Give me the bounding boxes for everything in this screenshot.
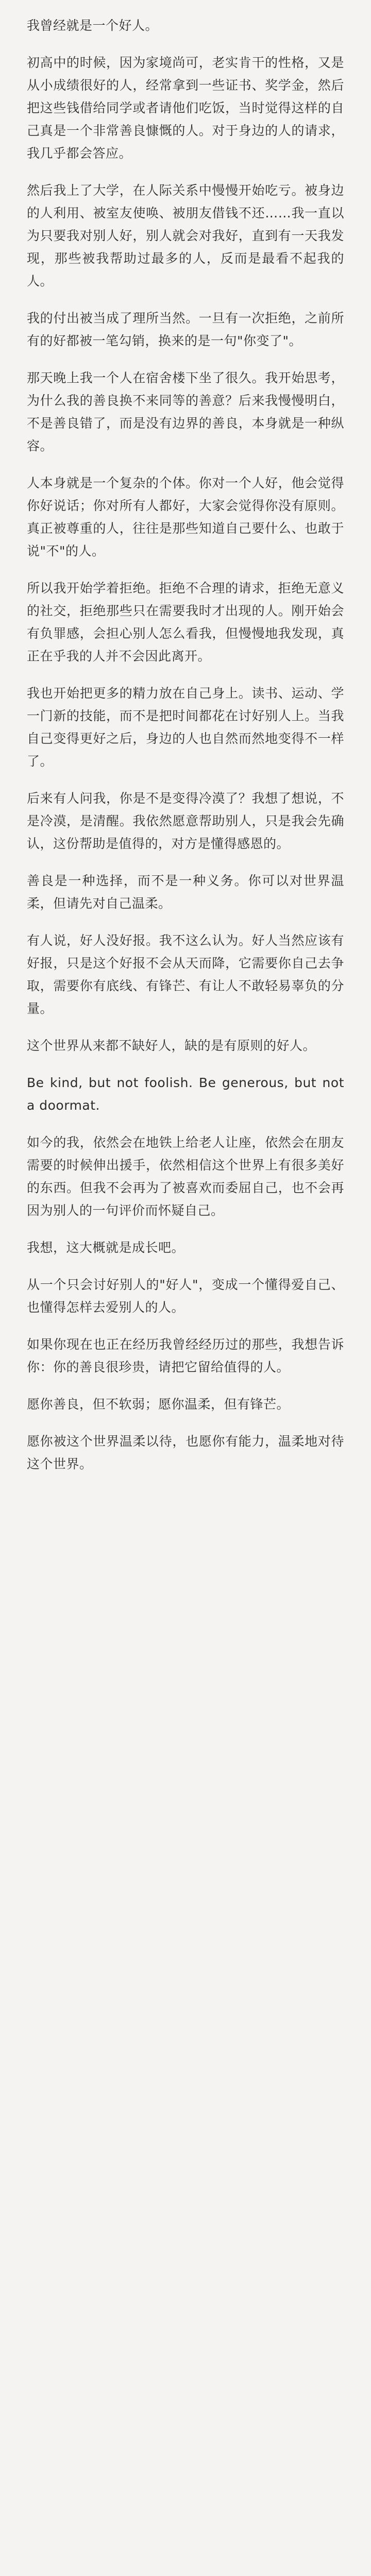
paragraph: 愿你被这个世界温柔以待，也愿你有能力，温柔地对待这个世界。: [27, 1434, 344, 1471]
paragraph: 善良是一种选择，而不是一种义务。你可以对世界温柔，但请先对自己温柔。: [27, 873, 344, 911]
paragraph: 初高中的时候，因为家境尚可，老实肯干的性格，又是从小成绩很好的人，经常拿到一些证书、奖学金，然后把这些钱借给同学或者请他们吃饭，当时觉得这样的自己真是一个非常善良慷慨的人。对于身边的人的请求，我几乎都会答应。: [27, 55, 344, 161]
paragraph: 如今的我，依然会在地铁上给老人让座，依然会在朋友需要的时候伸出援手，依然相信这个世界上有很多美好的东西。但我不会再为了被喜欢而委屈自己，也不会再因为别人的一句评价而怀疑自己。: [27, 1135, 344, 1218]
paragraph: 然后我上了大学，在人际关系中慢慢开始吃亏。被身边的人利用、被室友使唤、被朋友借钱不还……我一直以为只要我对别人好，别人就会对我好，直到有一天我发现，那些被我帮助过最多的人，反而是最看不起我的人。: [27, 183, 344, 289]
paragraph: 愿你善良，但不软弱；愿你温柔，但有锋芒。: [27, 1397, 290, 1412]
paragraph: 那天晚上我一个人在宿舍楼下坐了很久。我开始思考，为什么我的善良换不来同等的善意？后来我慢慢明白，不是善良错了，而是没有边界的善良，本身就是一种纵容。: [27, 370, 344, 453]
paragraph: 我曾经就是一个好人。: [27, 18, 159, 33]
paragraph: 我也开始把更多的精力放在自己身上。读书、运动、学一门新的技能，而不是把时间都花在讨好别人上。当我自己变得更好之后，身边的人也自然而然地变得不一样了。: [27, 686, 344, 769]
paragraph: 人本身就是一个复杂的个体。你对一个人好，他会觉得你好说话；你对所有人都好，大家会觉得你没有原则。真正被尊重的人，往往是那些知道自己要什么、也敢于说"不"的人。: [27, 476, 344, 558]
paragraph: 从一个只会讨好别人的"好人"，变成一个懂得爱自己、也懂得怎样去爱别人的人。: [27, 1277, 344, 1315]
english-quote: Be kind, but not foolish. Be generous, but not a doormat.: [27, 1075, 344, 1113]
paragraph: 这个世界从来都不缺好人，缺的是有原则的好人。: [27, 1038, 316, 1053]
paragraph: 我想，这大概就是成长吧。: [27, 1240, 185, 1255]
paragraph: 我的付出被当成了理所当然。一旦有一次拒绝，之前所有的好都被一笔勾销，换来的是一句"你变了"。: [27, 311, 344, 348]
paragraph: 后来有人问我，你是不是变得冷漠了？我想了想说，不是冷漠，是清醒。我依然愿意帮助别人，只是我会先确认，这份帮助是值得的，对方是懂得感恩的。: [27, 791, 344, 851]
paragraph: 所以我开始学着拒绝。拒绝不合理的请求，拒绝无意义的社交，拒绝那些只在需要我时才出现的人。刚开始会有负罪感，会担心别人怎么看我，但慢慢地我发现，真正在乎我的人并不会因此离开。: [27, 581, 344, 664]
article-body: [27, 14, 344, 1476]
paragraph: 如果你现在也正在经历我曾经经历过的那些，我想告诉你：你的善良很珍贵，请把它留给值得的人。: [27, 1337, 344, 1375]
paragraph: 有人说，好人没好报。我不这么认为。好人当然应该有好报，只是这个好报不会从天而降，它需要你自己去争取，需要你有底线、有锋芒、有让人不敢轻易辜负的分量。: [27, 933, 344, 1016]
